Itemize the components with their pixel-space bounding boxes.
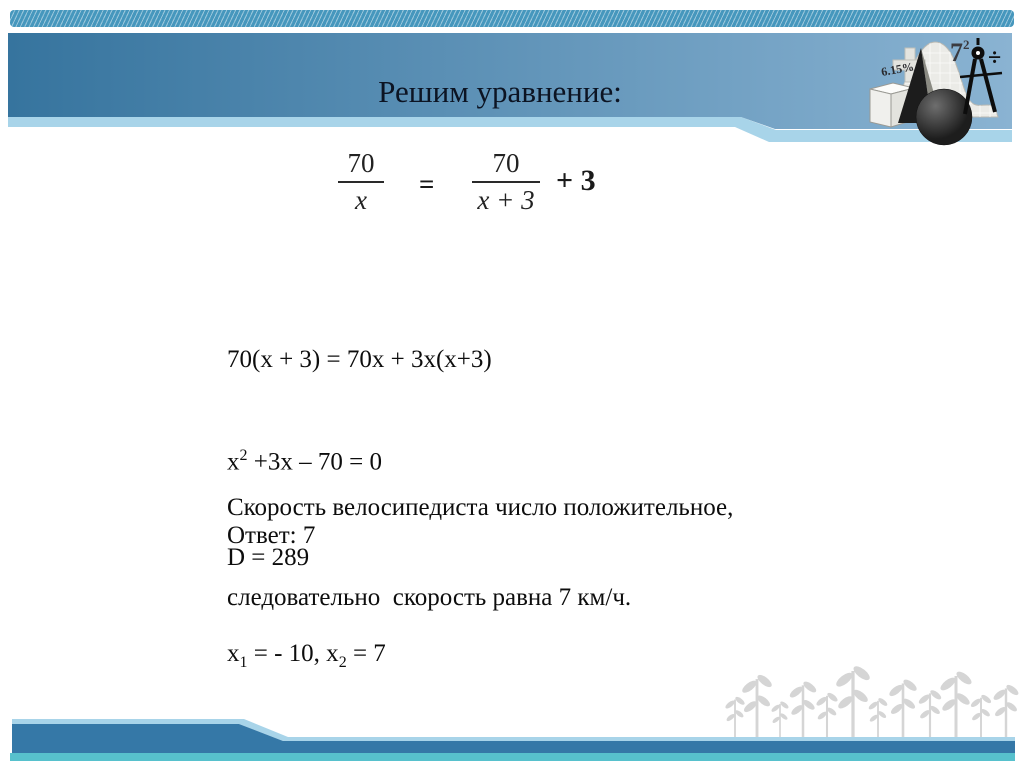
seven-squared-label: $7^2$ (950, 37, 970, 67)
fraction-left (338, 146, 384, 218)
equals-sign: = (419, 169, 435, 199)
slide-title: Решим уравнение: (378, 74, 622, 109)
footer-band (0, 713, 1024, 768)
conclusion-text (227, 433, 733, 673)
fraction-right (472, 146, 540, 218)
solution-line-2: $x^2 +3x - 70 = 0$ (227, 447, 382, 476)
math-corner-art (860, 33, 1015, 148)
plus-three-term: + 3 (556, 164, 596, 197)
conclusion-line-2: следовательно скорость равна 7 км/ч. (227, 584, 632, 611)
solution-line-1: 70(x + 3) = 70x + 3x(x+3) (227, 346, 492, 373)
percent-label: 6.15% (880, 59, 916, 79)
footer-teal-stripe (10, 753, 1015, 761)
fraction-left-numerator: 70 (347, 148, 375, 178)
solution-line-3: D = 289 (227, 544, 310, 572)
sphere-icon (916, 89, 972, 145)
fraction-right-denominator: x + 3 (472, 181, 540, 218)
fraction-left-denominator: x (338, 181, 384, 218)
solution-line-4: $x_1$ = - 10, $x_2 = 7$ (227, 640, 386, 672)
fraction-right-numerator: 70 (492, 148, 520, 178)
conclusion-line-1: Скорость велосипедиста число положительное, (227, 494, 734, 521)
divide-icon: ÷ (988, 45, 1002, 71)
answer-text: Ответ: 7 (227, 522, 316, 549)
